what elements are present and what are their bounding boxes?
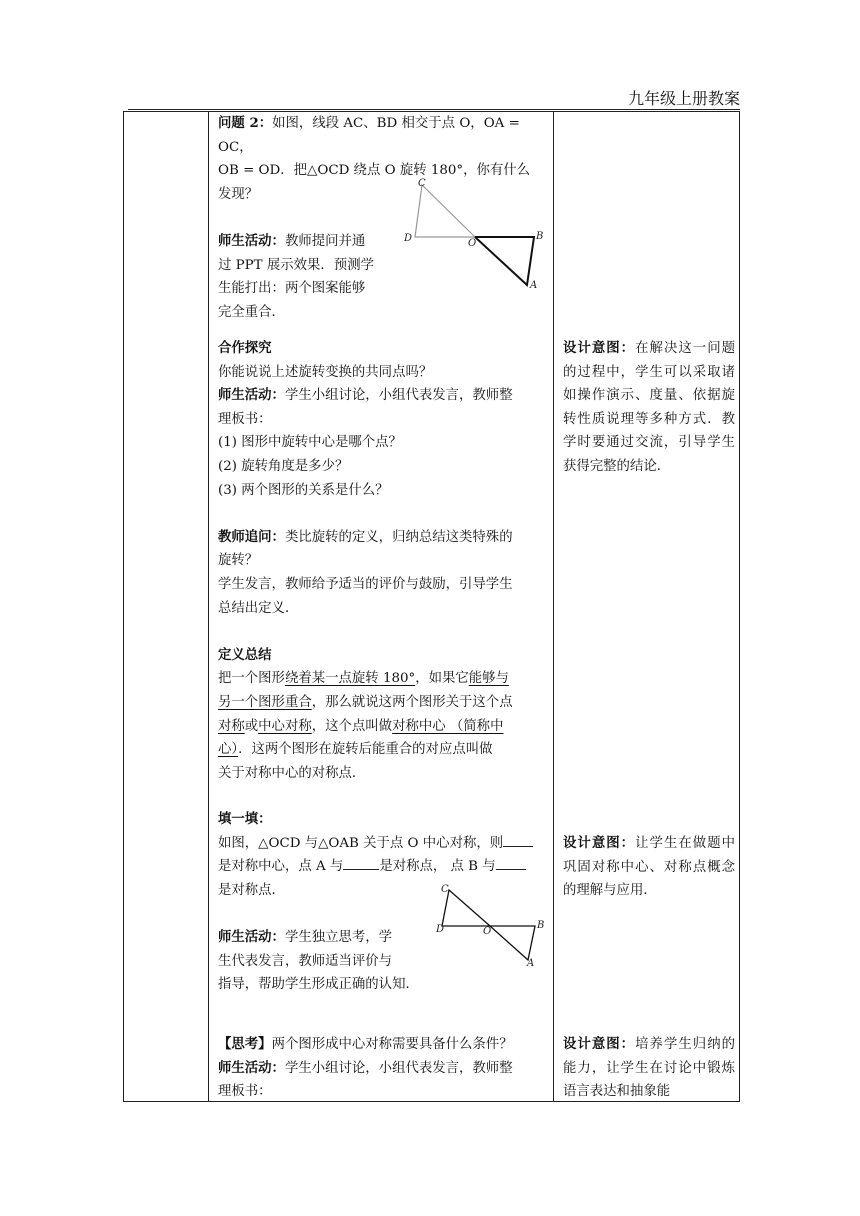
page-header-title: 九年级上册教案: [627, 89, 740, 108]
design-note-2-text: 让学生在做题中巩固对称中心、对称点概念的理解与应用．: [563, 836, 736, 899]
definition-l3-u3: 对称中心 （简称中: [392, 718, 504, 734]
think-activity-1: 学生小组讨论，小组代表发言，教师整: [284, 1060, 513, 1076]
definition-title: 定义总结: [218, 646, 272, 663]
triangle-ocd: [415, 185, 475, 237]
definition-l3-a: 或: [244, 718, 259, 734]
fig1-label-o: O: [468, 238, 477, 249]
definition-l4-u1: 心）: [218, 742, 239, 758]
fill-line2-a: 是对称中心，点 A 与: [218, 859, 344, 875]
design-note-1-label: 设计意图：: [563, 340, 636, 356]
fill-activity-3: 指导，帮助学生形成正确的认知．: [218, 977, 419, 993]
definition-l2-b: ，那么就说这两个图形关于这个点: [311, 694, 513, 710]
fig2-label-d: D: [436, 924, 445, 935]
problem2-text-2: OB = OD．把△OCD 绕点 O 旋转 180°，你有什么: [218, 163, 531, 179]
fill-line1: 如图，△OCD 与△OAB 关于点 O 中心对称，则: [218, 835, 504, 851]
fig1-label-a: A: [530, 280, 538, 291]
definition-l5: 关于对称中心的对称点．: [218, 765, 366, 781]
response-2: 总结出定义．: [218, 600, 299, 616]
design-note-2: [563, 832, 735, 903]
header-divider: [128, 109, 740, 110]
figure-rotation-diagram: [398, 176, 548, 294]
followup-2: 旋转？: [218, 553, 259, 569]
explore-item-3: (3) 两个图形的关系是什么？: [218, 482, 389, 498]
design-note-3: [563, 1033, 735, 1104]
problem2-activity-1: 教师提问并通: [284, 233, 366, 249]
design-note-3-text: 培养学生归纳的能力，让学生在讨论中锻炼语言表达和抽象能: [563, 1037, 736, 1100]
explore-activity-label: 师生活动：: [218, 387, 285, 404]
fill-activity-label: 师生活动：: [218, 928, 285, 945]
definition-l3-u1: 对称: [218, 718, 245, 734]
explore-activity-1: 学生小组讨论，小组代表发言，教师整: [284, 388, 513, 404]
think-activity-2: 理板书：: [218, 1084, 272, 1100]
fill-activity-2: 生代表发言，教师适当评价与: [218, 953, 393, 969]
definition-l2-u1: 另一个图形重合: [218, 694, 312, 710]
explore-question: 你能说说上述旋转变换的共同点吗？: [218, 364, 433, 380]
definition-l3-u2: 中心对称: [258, 718, 312, 734]
explore-activity-2: 理板书：: [218, 411, 272, 427]
fill-line2-b: 是对称点， 点 B 与: [379, 859, 496, 875]
fill-activity-1: 学生独立思考，学: [284, 929, 393, 945]
problem2-activity-label: 师生活动：: [218, 232, 285, 249]
definition-l1-u2: 能够与: [468, 671, 509, 687]
design-note-1: [563, 337, 735, 479]
fill-title: 填一填：: [218, 811, 272, 827]
definition-l1-u1: 绕着某一点旋转 180°: [284, 671, 416, 687]
fig2-triangle-oab: [490, 926, 535, 960]
triangle-oab: [475, 237, 534, 285]
fig2-label-a: A: [527, 958, 535, 968]
fig2-triangle-ocd: [442, 890, 490, 926]
problem2-activity-2: 过 PPT 展示效果．预测学: [218, 257, 374, 273]
figure-symmetry-diagram: [434, 880, 550, 968]
design-note-3-label: 设计意图：: [563, 1036, 636, 1052]
definition-l4-b: ．这两个图形在旋转后能重合的对应点叫做: [238, 742, 493, 758]
think-line1: 两个图形成中心对称需要具备什么条件？: [271, 1037, 513, 1052]
fig2-label-b: B: [537, 920, 545, 931]
followup-label: 教师追问：: [218, 528, 285, 545]
table-column-divider-2: [553, 111, 554, 1102]
blank-center[interactable]: [503, 832, 533, 847]
think-activity-label: 师生活动：: [218, 1059, 285, 1076]
followup-1: 类比旋转的定义，归纳总结这类特殊的: [284, 529, 513, 545]
problem2-activity-4: 完全重合．: [218, 304, 285, 320]
blank-point-a[interactable]: [343, 855, 379, 870]
table-border-right: [739, 111, 740, 1102]
blank-point-b[interactable]: [496, 855, 526, 870]
explore-title: 合作探究: [218, 340, 272, 356]
definition-l1-a: 把一个图形: [218, 671, 285, 687]
explore-item-2: (2) 旋转角度是多少？: [218, 458, 349, 474]
problem2-text-3: 发现？: [218, 186, 259, 202]
fill-line3: 是对称点．: [218, 882, 285, 898]
definition-l3-b: ，这个点叫做: [311, 718, 393, 734]
definition-l1-b: ，如果它: [415, 671, 469, 687]
fig1-label-b: B: [536, 231, 544, 242]
think-label: 【思考】: [218, 1036, 272, 1052]
table-column-divider-1: [208, 111, 209, 1102]
design-note-2-label: 设计意图：: [563, 835, 636, 851]
problem2-activity-3: 生能打出：两个图案能够: [218, 281, 366, 297]
fig2-label-c: C: [441, 884, 449, 895]
explore-block: [218, 337, 548, 785]
table-border-left: [123, 111, 124, 1102]
fig2-label-o: O: [483, 926, 492, 937]
think-block: [218, 1033, 552, 1104]
response-1: 学生发言，教师给予适当的评价与鼓励，引导学生: [218, 576, 513, 592]
design-note-1-text: 在解决这一问题的过程中，学生可以采取诸如操作演示、度量、依据旋转性质说理等多种方式．教学时要通过交流，引导学生获得完整的结论．: [563, 341, 736, 474]
fig1-label-d: D: [404, 233, 413, 244]
explore-item-1: (1) 图形中旋转中心是哪个点？: [218, 435, 402, 451]
fig1-label-c: C: [418, 178, 426, 189]
problem2-text-1: 如图，线段 AC、BD 相交于点 O，OA = OC，: [218, 116, 520, 155]
problem2-label: 问题 2：: [218, 115, 273, 131]
